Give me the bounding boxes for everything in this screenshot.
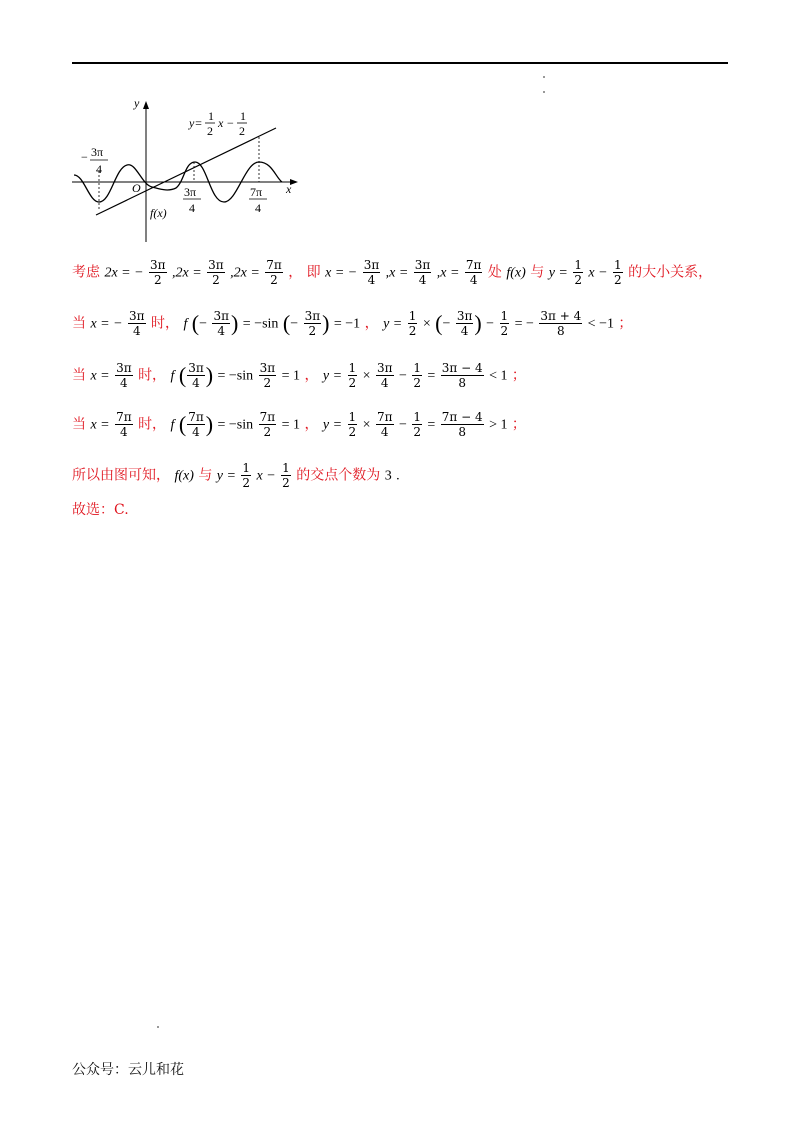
math: − [290,316,299,332]
eq-num: 1 [208,109,214,123]
fraction: $\frac{7\pi}{4}$ [465,258,482,287]
math: x − [256,468,276,484]
margin-mark [543,76,545,78]
fraction: $\frac{3\pi}{4}$ [129,309,145,338]
text: 时， [151,315,179,332]
fraction: $\frac{7\pi}{4}$ [376,410,393,439]
fraction: $\frac{7\pi}{4}$ [188,410,204,439]
math: x = [90,368,110,384]
tick-num: 3π [184,185,197,199]
margin-mark [543,91,545,93]
header-rule [72,62,728,64]
math: = −1 [333,316,361,332]
math: = − [514,316,534,332]
solution-line-3: 当 x = $\frac{3\pi}{4}$ 时， f ( $\frac{3\pi}{4}$ ) = −sin $\frac{3\pi}{2}$ = 1 ， y = $\frac{1}{2}$ × $\frac{3\pi}{4}$ − $\frac{1}{2}$ = $\frac{3\pi - 4}{8}$ < 1 ； [72,361,526,390]
function-graph [72,95,312,249]
math: 2x = − [104,265,144,281]
eq-den: 2 [207,124,213,138]
fraction: $\frac{3\pi}{2}$ [304,309,321,338]
fraction: $\frac{3\pi}{4}$ [414,258,431,287]
fraction: $\frac{7\pi}{2}$ [259,410,276,439]
eq-minus: − [227,116,234,130]
math: ,x = [436,265,460,281]
math: − [486,316,495,332]
margin-mark [157,1026,159,1028]
origin-label: O [132,181,141,195]
text: ， [304,367,319,384]
eq-den: 2 [239,124,245,138]
math: < 1 [489,368,508,384]
fraction: $\frac{3\pi - 4}{8}$ [441,361,483,390]
fraction: $\frac{1}{2}$ [574,258,582,287]
text: 当 [72,367,86,384]
fraction: $\frac{1}{2}$ [348,361,357,390]
x-axis-label: x [286,182,292,196]
text: ， [304,416,319,433]
fraction: $\frac{3\pi + 4}{8}$ [540,309,582,338]
text: 时， [138,416,167,433]
eq-num: 1 [240,109,246,123]
fraction: $\frac{3\pi}{2}$ [259,361,276,390]
text: 考虑 [72,264,100,281]
fraction: $\frac{3\pi}{4}$ [116,361,132,390]
text: 与 [530,264,545,281]
math: f(x) [174,468,194,484]
math: = 1 [281,417,300,433]
text: ， [288,264,303,281]
math: = [427,368,436,384]
y-axis-arrow [143,101,149,109]
math: > 1 [489,417,508,433]
text: ； [511,367,526,384]
text: 的大小关系， [628,264,713,281]
math: × [362,368,371,384]
math: x − [588,265,608,281]
math: − [398,417,407,433]
math: < −1 [587,316,614,332]
solution-line-2: 当 x = − $\frac{3\pi}{4}$ 时， f (− $\frac{3\pi}{4}$ ) = −sin (− $\frac{3\pi}{2}$ ) = −1 ， y = $\frac{1}{2}$ × (− $\frac{3\pi}{4}$ ) − $\frac{1}{2}$ = − $\frac{3\pi + 4}{8}$ < −1 ； [72,309,633,338]
tick-num: 3π [91,145,104,159]
fraction: $\frac{3\pi}{4}$ [213,309,230,338]
answer-line: 故选：C. [72,502,129,518]
fraction: $\frac{1}{2}$ [408,309,417,338]
text: ， [364,315,379,332]
math: y = [322,368,343,384]
solution-line-4: 当 x = $\frac{7\pi}{4}$ 时， f ( $\frac{7\pi}{4}$ ) = −sin $\frac{7\pi}{2}$ = 1 ， y = $\frac{1}{2}$ × $\frac{7\pi}{4}$ − $\frac{1}{2}$ = $\frac{7\pi - 4}{8}$ > 1 ； [72,410,526,439]
math: = [427,417,436,433]
fraction: $\frac{3\pi}{2}$ [208,258,224,287]
math: − [398,368,407,384]
fraction: $\frac{1}{2}$ [242,461,251,490]
math: × [362,417,371,433]
math: ,2x = [230,265,260,281]
math: ,x = [385,265,409,281]
footer-text: 公众号：云儿和花 [72,1062,184,1078]
fraction: $\frac{3\pi}{4}$ [456,309,473,338]
math: f [183,316,188,332]
math: y = [383,316,403,332]
tick-den: 4 [255,201,261,215]
math: x = [90,417,110,433]
solution-line-1 [72,258,712,287]
math: = −sin [217,417,254,433]
math: y = [322,417,343,433]
math: y = [216,468,236,484]
math: × [422,316,431,332]
tick-neg-sign: − [81,150,88,164]
fraction: $\frac{3\pi}{2}$ [150,258,166,287]
fraction: $\frac{7\pi}{4}$ [116,410,132,439]
fraction: $\frac{1}{2}$ [500,309,509,338]
text: ； [618,315,633,332]
fraction: $\frac{7\pi - 4}{8}$ [441,410,483,439]
math: y = [548,265,568,281]
math: x = − [90,316,123,332]
math: − [442,316,451,332]
text: 即 [306,264,321,281]
fraction: $\frac{7\pi}{2}$ [266,258,282,287]
fraction: $\frac{1}{2}$ [413,410,421,439]
tick-den: 4 [189,201,195,215]
text: 当 [72,416,86,433]
tick-den: 4 [96,162,102,176]
math: = −sin [242,316,279,332]
fraction: $\frac{3\pi}{4}$ [376,361,393,390]
text: 与 [198,467,213,484]
math: x = − [325,265,358,281]
math: . [396,468,400,484]
line-graph [96,128,276,215]
math: = 1 [281,368,300,384]
text: 所以由图可知， [72,467,170,484]
math: f [170,368,175,384]
math: 3 [384,468,392,484]
fraction: $\frac{1}{2}$ [413,361,421,390]
text: ； [511,416,526,433]
text: 处 [487,264,502,281]
math: f(x) [506,265,526,281]
fraction: $\frac{3\pi}{4}$ [188,361,204,390]
fraction: $\frac{3\pi}{4}$ [363,258,380,287]
y-axis-label: y [134,96,140,110]
eq-x: x [218,116,224,130]
text: 时， [138,367,167,384]
math: f [170,417,175,433]
curve-label: f(x) [150,206,167,220]
math: = −sin [217,368,254,384]
graph-svg [72,95,312,245]
fraction: $\frac{1}{2}$ [282,461,290,490]
fraction: $\frac{1}{2}$ [348,410,357,439]
fraction: $\frac{1}{2}$ [614,258,622,287]
line-eq-prefix: y= [189,116,203,130]
tick-num: 7π [250,185,263,199]
math: − [199,316,208,332]
math: ,2x = [172,265,202,281]
text: 当 [72,315,86,332]
solution-line-5 [72,461,400,490]
text: 的交点个数为 [296,467,381,484]
